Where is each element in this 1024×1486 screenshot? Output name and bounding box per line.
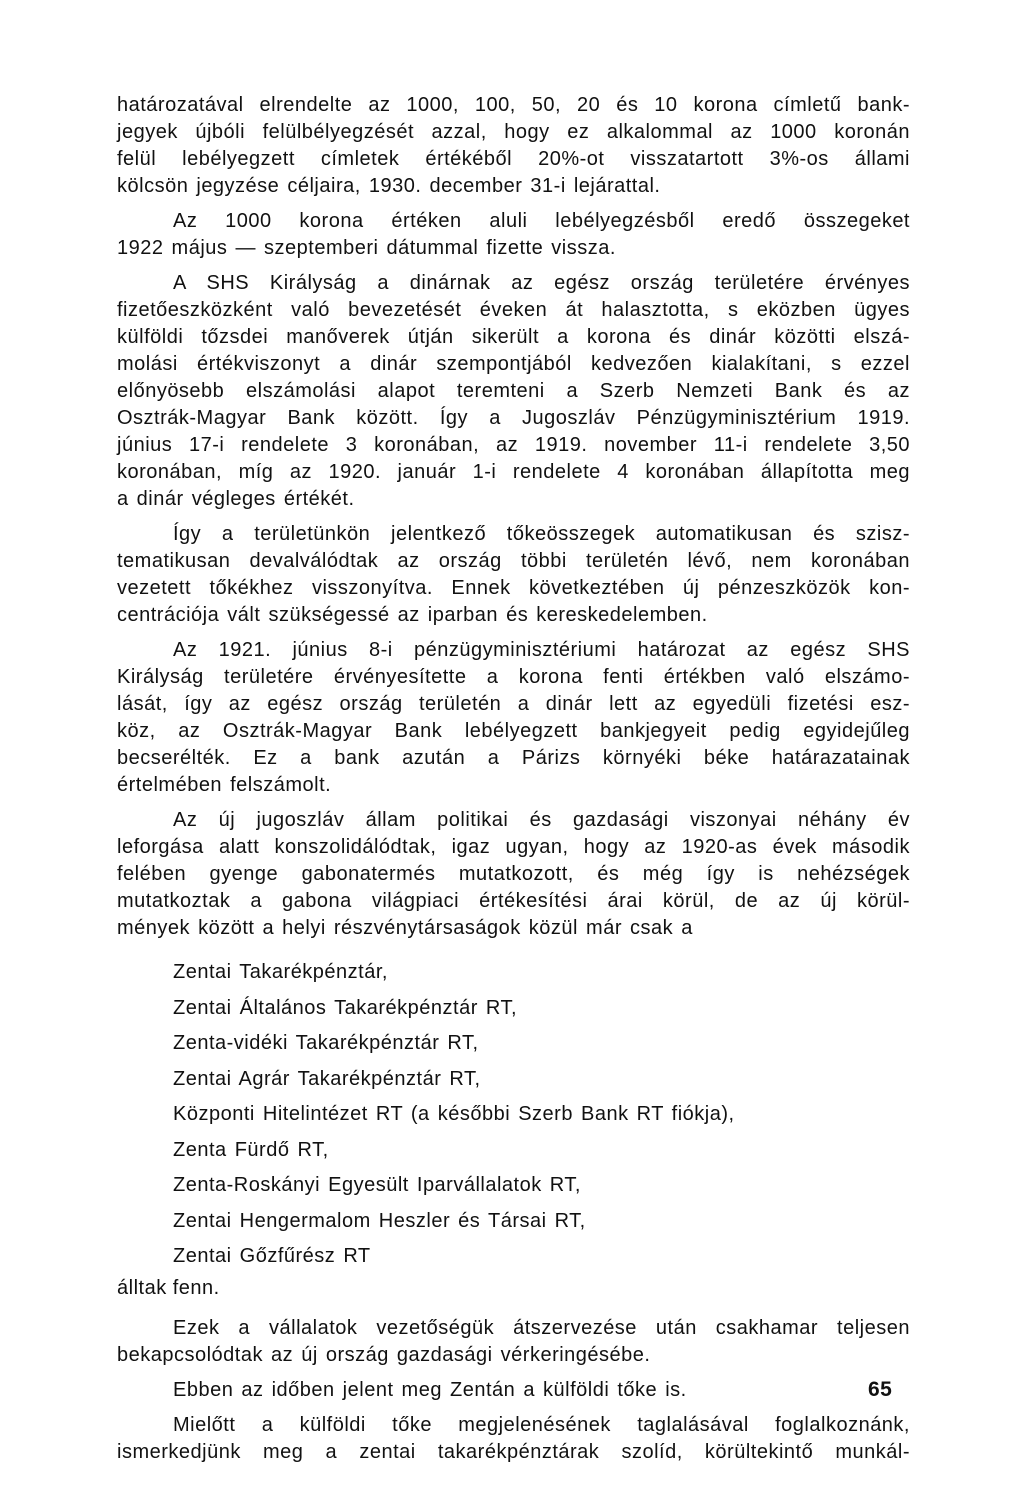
- text-line: felül lebélyegzett címletek értékéből 20%-ot visszatartott 3%-os állami: [117, 148, 910, 170]
- page-body: [117, 92, 910, 1474]
- list-item: Központi Hitelintézet RT (a későbbi Szerb Bank RT fiókja),: [173, 1103, 735, 1125]
- text-line: ismerkedjünk meg a zentai takarékpénztárak szolíd, körültekintő munkál-: [117, 1440, 910, 1463]
- text-line: Mielőtt a külföldi tőke megjelenésének taglalásával foglalkoznánk,: [173, 1413, 910, 1436]
- text-line: Ebben az időben jelent meg Zentán a külföldi tőke is.: [173, 1378, 687, 1401]
- list-tail-text: álltak fenn.: [117, 1276, 220, 1299]
- paragraph-2: [117, 208, 910, 262]
- text-line: Osztrák-Magyar Bank között. Így a Jugoszláv Pénzügyminisztérium 1919.: [117, 407, 910, 429]
- text-line: Így a területünkön jelentkező tőkeösszegek automatikusan és szisz-: [173, 523, 910, 545]
- list-item: Zentai Gőzfűrész RT: [173, 1245, 371, 1267]
- paragraph-4: [117, 521, 910, 629]
- text-line: leforgása alatt konszolidálódtak, igaz ugyan, hogy az 1920-as évek második: [117, 836, 910, 858]
- paragraph-8: [117, 1377, 910, 1404]
- text-line: Az új jugoszláv állam politikai és gazdasági viszonyai néhány év: [173, 809, 910, 831]
- text-line: június 17-i rendelete 3 koronában, az 1919. november 11-i rendelete 3,50: [117, 434, 910, 456]
- text-line: koronában, míg az 1920. január 1-i rendelete 4 koronában állapította meg: [117, 461, 910, 483]
- text-line: becserélték. Ez a bank azután a Párizs környéki béke határazatainak: [117, 747, 910, 769]
- text-line: lását, így az egész ország területén a dinár lett az egyedüli fizetési esz-: [117, 693, 910, 715]
- paragraph-9: [117, 1412, 910, 1466]
- list-item: Zentai Hengermalom Heszler és Társai RT,: [173, 1209, 586, 1232]
- list-item: Zentai Takarékpénztár,: [173, 961, 388, 983]
- text-line: értelmében felszámolt.: [117, 774, 332, 796]
- text-line: Királyság területére érvényesítette a korona fenti értékben való elszámo-: [117, 666, 910, 688]
- text-line: köz, az Osztrák-Magyar Bank lebélyegzett bankjegyeit pedig egyidejűleg: [117, 720, 910, 742]
- text-line: Ezek a vállalatok vezetőségük átszervezése után csakhamar teljesen: [173, 1316, 910, 1339]
- text-line: Az 1921. június 8-i pénzügyminisztériumi határozat az egész SHS: [173, 639, 910, 661]
- text-line: jegyek újbóli felülbélyegzését azzal, hogy ez alkalommal az 1000 koronán: [117, 121, 910, 143]
- text-line: tematikusan devalválódtak az ország többi területén lévő, nem koronában: [117, 550, 910, 572]
- paragraph-5: [117, 637, 910, 799]
- text-line: molási értékviszonyt a dinár szempontjából kedvezően kialakítani, s ezzel: [117, 353, 910, 375]
- text-line: A SHS Királyság a dinárnak az egész ország területére érvényes: [173, 272, 910, 294]
- list-item: Zenta Fürdő RT,: [173, 1138, 329, 1161]
- institution-list: [173, 955, 910, 1275]
- text-line: külföldi tőzsdei manőverek útján sikerült a korona és dinár közötti elszá-: [117, 326, 910, 348]
- paragraph-6: [117, 807, 910, 942]
- text-line: előnyösebb elszámolási alapot teremteni a Szerb Nemzeti Bank és az: [117, 380, 910, 402]
- list-item: Zentai Agrár Takarékpénztár RT,: [173, 1067, 481, 1090]
- text-line: felében gyenge gabonatermés mutatkozott, és még így is nehézségek: [117, 863, 910, 885]
- text-line: fizetőeszközként való bevezetését éveken át halasztotta, s eközben ügyes: [117, 299, 910, 321]
- page-number: 65: [868, 1378, 893, 1401]
- text-line: bekapcsolódtak az új ország gazdasági vérkeringésébe.: [117, 1343, 651, 1366]
- text-line: centrációja vált szükségessé az iparban és kereskedelemben.: [117, 604, 708, 626]
- paragraph-7: [117, 1315, 910, 1369]
- text-line: mutatkoztak a gabona világpiaci értékesítési árai körül, de az új körül-: [117, 890, 910, 912]
- text-line: Az 1000 korona értéken aluli lebélyegzésből eredő összegeket: [173, 210, 910, 232]
- text-line: 1922 május — szeptemberi dátummal fizette vissza.: [117, 237, 616, 259]
- text-line: mények között a helyi részvénytársaságok közül már csak a: [117, 917, 693, 939]
- paragraph-1: [117, 92, 910, 200]
- text-line: vezetett tőkékhez visszonyítva. Ennek következtében új pénzeszközök kon-: [117, 577, 910, 599]
- list-item: Zentai Általános Takarékpénztár RT,: [173, 996, 518, 1019]
- list-item: Zenta-vidéki Takarékpénztár RT,: [173, 1032, 479, 1054]
- paragraph-3: [117, 270, 910, 513]
- text-line: határozatával elrendelte az 1000, 100, 50, 20 és 10 korona címletű bank-: [117, 94, 910, 116]
- text-line: a dinár végleges értékét.: [117, 488, 355, 510]
- text-line: kölcsön jegyzése céljaira, 1930. december 31-i lejárattal.: [117, 175, 661, 197]
- list-item: Zenta-Roskányi Egyesült Iparvállalatok RT,: [173, 1174, 581, 1196]
